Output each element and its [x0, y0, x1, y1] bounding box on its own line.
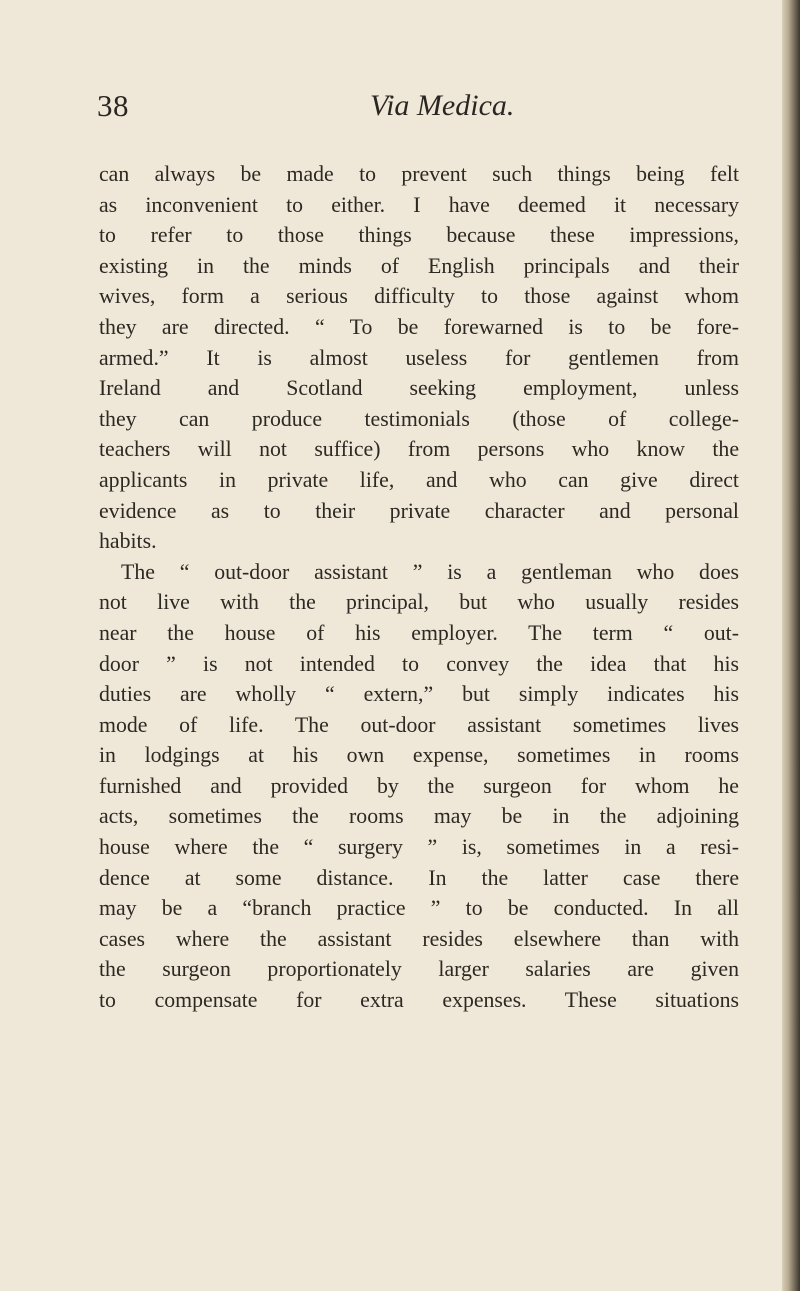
text-line: armed.” It is almost useless for gentlemen from [99, 345, 739, 370]
text-line: applicants in private life, and who can give direct [99, 467, 739, 492]
text-line: furnished and provided by the surgeon for whom he [99, 773, 739, 798]
text-line: wives, form a serious difficulty to those against whom [99, 284, 739, 309]
text-line: to refer to those things because these impressions, [99, 223, 739, 248]
text-line: dence at some distance. In the latter case there [99, 865, 739, 890]
text-line: The “ out-door assistant ” is a gentleman who does [121, 559, 739, 584]
text-line: they can produce testimonials (those of college- [99, 406, 739, 431]
text-line: Ireland and Scotland seeking employment, unless [99, 376, 739, 401]
text-line: can always be made to prevent such things being felt [99, 162, 739, 186]
page-number: 38 [97, 88, 129, 123]
text-line: habits. [99, 529, 157, 554]
text-line: they are directed. “ To be forewarned is to be fore- [99, 314, 739, 339]
text-line: teachers will not suffice) from persons who know the [99, 437, 739, 462]
text-line: in lodgings at his own expense, sometimes in rooms [99, 743, 739, 768]
text-line: to compensate for extra expenses. These situations [99, 988, 739, 1013]
text-line: as inconvenient to either. I have deemed it necessary [99, 192, 739, 217]
text-line: may be a “branch practice ” to be conducted. In all [99, 896, 739, 921]
text-line: near the house of his employer. The term “ out- [99, 620, 739, 645]
page-header [0, 86, 800, 126]
text-line: not live with the principal, but who usually resides [99, 590, 739, 615]
text-line: door ” is not intended to convey the idea that his [99, 651, 739, 676]
running-title: Via Medica. [370, 89, 515, 122]
text-line: duties are wholly “ extern,” but simply indicates his [99, 682, 739, 707]
body-text [99, 159, 739, 1016]
text-line: the surgeon proportionately larger salaries are given [99, 957, 739, 982]
text-line: acts, sometimes the rooms may be in the adjoining [99, 804, 739, 829]
text-line: cases where the assistant resides elsewhere than with [99, 926, 739, 951]
page-edge-shadow [782, 0, 800, 1291]
text-line: house where the “ surgery ” is, sometimes in a resi- [99, 835, 739, 860]
text-line: existing in the minds of English principals and their [99, 253, 739, 278]
text-line: evidence as to their private character and personal [99, 498, 739, 523]
text-line: mode of life. The out-door assistant sometimes lives [99, 712, 739, 737]
